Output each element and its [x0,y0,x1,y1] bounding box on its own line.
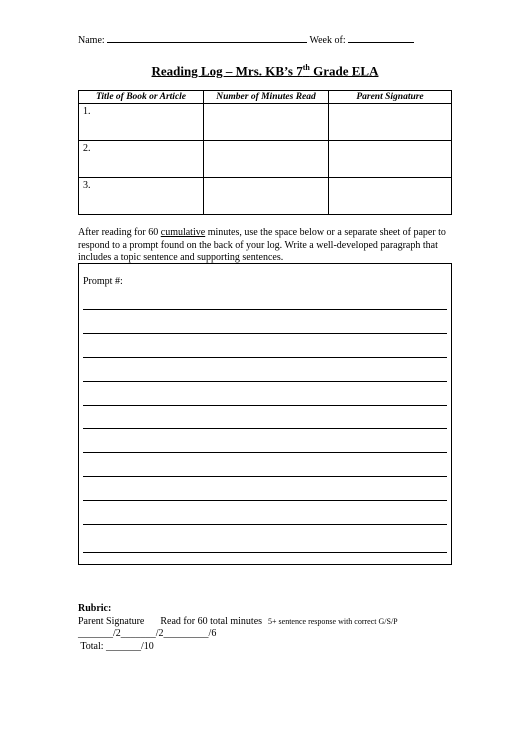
rubric-criteria-row [78,616,398,629]
row-number-cell[interactable]: 3. [79,178,204,215]
title-main: Reading Log – Mrs. KB’s 7 [151,63,303,79]
column-header-signature: Parent Signature [329,91,452,104]
writing-line [83,552,447,553]
prompt-label: Prompt #: [83,276,123,287]
prompt-response-box[interactable] [78,263,452,565]
rubric-title: Rubric: [78,603,112,614]
name-field[interactable] [107,32,307,43]
rubric-scores-line[interactable]: _______/2_______/2_________/6 [78,628,217,639]
instructions-text-2: minutes, use the space below or a separate sheet of paper to respond to a prompt found on the back of your log. Write a well-developed paragraph that includes a topic sentence and supporting sentences. [78,227,446,263]
rubric-criterion-signature: Parent Signature [78,615,145,627]
signature-cell[interactable] [329,141,452,178]
rubric-criterion-response: 5+ sentence response with correct G/S/P [268,616,398,626]
writing-line [83,524,447,525]
week-field[interactable] [348,32,414,43]
header-line [78,32,414,46]
minutes-cell[interactable] [204,141,329,178]
signature-cell[interactable] [329,104,452,141]
writing-line [83,309,447,310]
row-number-cell[interactable]: 2. [79,141,204,178]
minutes-cell[interactable] [204,178,329,215]
table-row [79,141,452,178]
writing-line [83,405,447,406]
instructions-text-1: After reading for 60 [78,227,161,238]
title-superscript: th [302,63,310,72]
minutes-cell[interactable] [204,104,329,141]
signature-cell[interactable] [329,178,452,215]
week-label: Week of: [309,35,346,46]
writing-line [83,428,447,429]
table-row [79,104,452,141]
column-header-title: Title of Book or Article [79,91,204,104]
writing-line [83,333,447,334]
rubric-criterion-minutes: Read for 60 total minutes [160,615,263,627]
column-header-minutes: Number of Minutes Read [204,91,329,104]
reading-log-table [78,90,452,215]
instructions-underlined: cumulative [160,227,206,238]
writing-line [83,452,447,453]
title-rest: Grade ELA [309,63,379,79]
writing-line [83,500,447,501]
row-number-cell[interactable]: 1. [79,104,204,141]
name-label: Name: [78,35,105,46]
writing-line [83,357,447,358]
writing-line [83,381,447,382]
table-row [79,178,452,215]
page-title [0,63,530,79]
writing-line [83,476,447,477]
table-header-row [79,91,452,104]
instructions-paragraph [78,227,458,265]
rubric-total-line[interactable]: Total: _______/10 [78,640,154,652]
rubric-section [78,603,398,653]
